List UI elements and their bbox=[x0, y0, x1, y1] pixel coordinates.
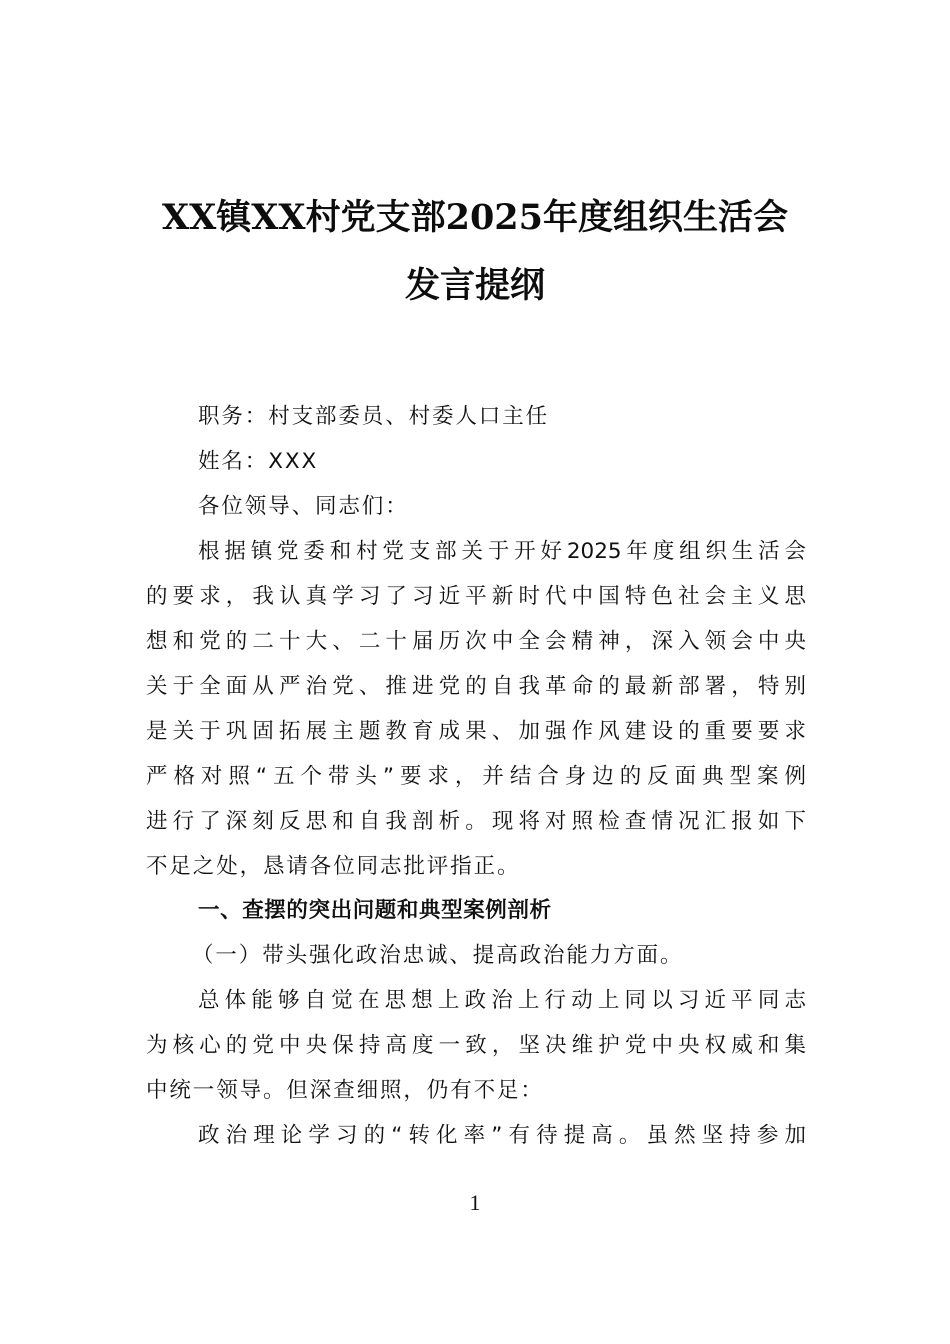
section-heading-1: 一、查摆的突出问题和典型案例剖析 bbox=[198, 898, 552, 923]
document-title-line-2: 发言提纲 bbox=[404, 265, 545, 306]
intro-line-1: 根据镇党委和村党支部关于开好2025年度组织生活会 bbox=[198, 539, 806, 564]
intro-line-3: 想和党的二十大、二十届历次中全会精神，深入领会中央 bbox=[146, 629, 806, 654]
intro-line-5: 是关于巩固拓展主题教育成果、加强作风建设的重要要求 bbox=[146, 719, 806, 744]
page-number: 1 bbox=[469, 1190, 481, 1215]
name-line: 姓名：XXX bbox=[198, 449, 319, 474]
para1-line-2: 为核心的党中央保持高度一致，坚决维护党中央权威和集 bbox=[146, 1033, 806, 1058]
position-line: 职务：村支部委员、村委人口主任 bbox=[198, 404, 550, 429]
para1-line-1: 总体能够自觉在思想上政治上行动上同以习近平同志 bbox=[198, 988, 806, 1013]
intro-line-7: 进行了深刻反思和自我剖析。现将对照检查情况汇报如下 bbox=[146, 809, 806, 834]
subsection-heading-1: （一）带头强化政治忠诚、提高政治能力方面。 bbox=[192, 943, 684, 968]
intro-line-4: 关于全面从严治党、推进党的自我革命的最新部署，特别 bbox=[146, 674, 806, 699]
greeting: 各位领导、同志们： bbox=[198, 494, 409, 519]
intro-line-8: 不足之处，恳请各位同志批评指正。 bbox=[146, 854, 521, 879]
document-title-line-1: XX镇XX村党支部2025年度组织生活会 bbox=[161, 197, 789, 238]
para1-line-3: 中统一领导。但深查细照，仍有不足： bbox=[146, 1078, 544, 1103]
para2-line-1: 政治理论学习的“转化率”有待提高。虽然坚持参加 bbox=[198, 1123, 806, 1148]
intro-line-2: 的要求，我认真学习了习近平新时代中国特色社会主义思 bbox=[146, 584, 806, 609]
intro-line-6: 严格对照“五个带头”要求，并结合身边的反面典型案例 bbox=[146, 764, 806, 789]
